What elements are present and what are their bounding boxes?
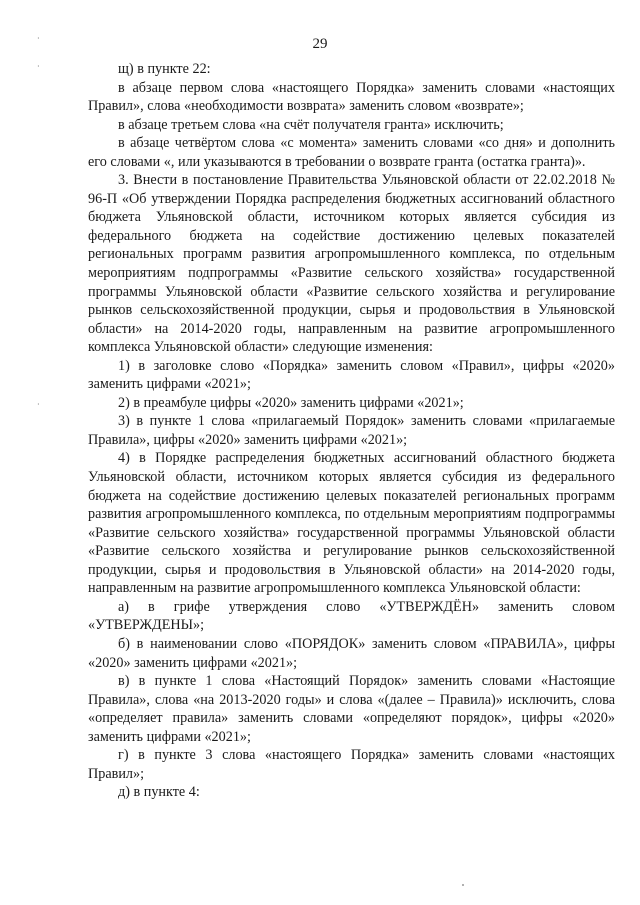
paragraph-item-shch: щ) в пункте 22: [118,61,211,77]
paragraph-change-4: 4) в Порядке распределения бюджетных ассигнований областного бюджета Ульяновской области, источником которых является субсидия из федерального бюджета на содействие достижению целевых показателей региональных программ развития агропромышленного комплекса, по отдельным мероприятиям подпрограммы «Развитие сельского хозяйства» государственной программы Ульяновской области «Развитие сельского хозяйства и регулирование рынков сельскохозяйственной продукции, сырья и продовольствия в Ульяновской области» на 2014-2020 годы, направленным на развитие агропромышленного комплекса Ульяновской области: [88,450,615,597]
paragraph-abzac-first: в абзаце первом слова «настоящего Порядка» заменить словами «настоящих Правил», слова «необходимости возврата» заменить словом «возврате»; [88,79,615,115]
margin-mark: · [37,62,40,71]
paragraph-abzac-fourth: в абзаце четвёртом слова «с момента» заменить словами «со дня» и дополнить его словами «, или указываются в требовании о возврате гранта (остатка гранта)». [88,135,615,170]
paragraph-subitem-g: г) в пункте 3 слова «настоящего Порядка» заменить словами «настоящих Правил»; [88,747,615,782]
paragraph-section-3: 3. Внести в постановление Правительства Ульяновской области от 22.02.2018 № 96-П «Об утверждении Порядка распределения бюджетных ассигнований областного бюджета Ульяновской области, источником которых является субсидия из федерального бюджета на содействие достижению целевых показателей региональных программ развития агропромышленного комплекса, по отдельным мероприятиям подпрограммы «Развитие сельского хозяйства» государственной программы Ульяновской области «Развитие сельского хозяйства и регулирование рынков сельскохозяйственной продукции, сырья и продовольствия в Ульяновской области» на 2014-2020 годы, направленным на развитие агропромышленного комплекса Ульяновской области» следующие изменения: [88,172,615,356]
paragraph-subitem-a: а) в грифе утверждения слово «УТВЕРЖДЁН» заменить словом «УТВЕРЖДЕНЫ»; [88,598,615,634]
paragraph-abzac-third: в абзаце третьем слова «на счёт получателя гранта» исключить; [118,116,504,133]
paragraph-change-1: 1) в заголовке слово «Порядка» заменить словом «Правил», цифры «2020» заменить цифрами «2021»; [88,357,615,393]
page-number: 29 [312,36,328,52]
paragraph-subitem-b: б) в наименовании слово «ПОРЯДОК» заменить словом «ПРАВИЛА», цифры «2020» заменить цифрами «2021»; [88,635,615,671]
document-body [88,60,615,802]
paragraph-subitem-v: в) в пункте 1 слова «Настоящий Порядок» заменить словами «Настоящие Правила», слова «на 2013-2020 годы» и слова «(далее – Правила)» исключить, слова «определяет правила» заменить словами «определяют порядок», цифры «2020» заменить цифрами «2021»; [88,673,615,745]
paragraph-change-3: 3) в пункте 1 слова «прилагаемый Порядок» заменить словами «прилагаемые Правила», цифры «2020» заменить цифрами «2021»; [88,413,615,448]
margin-mark: · [37,34,40,43]
margin-mark: · [37,400,40,409]
paragraph-subitem-d: д) в пункте 4: [118,784,200,801]
scan-speck [462,884,464,886]
paragraph-change-2: 2) в преамбуле цифры «2020» заменить цифрами «2021»; [118,394,464,411]
